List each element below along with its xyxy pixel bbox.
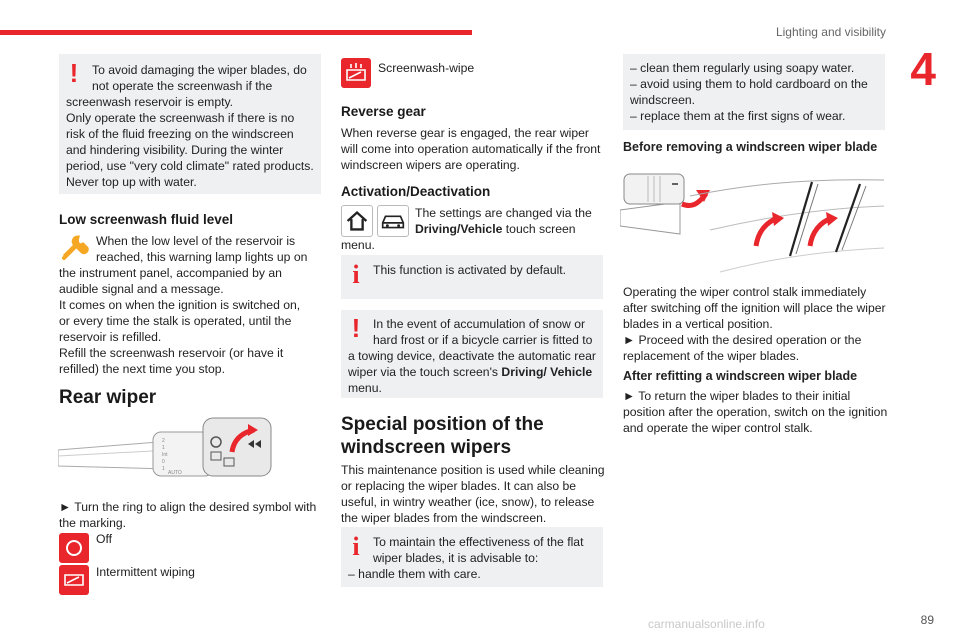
warning-line: period, use "very cold climate" rated products. (66, 159, 314, 173)
stalk-mark: 1 (162, 445, 165, 451)
watermark-text: carmanualsonline.info (648, 617, 765, 631)
heading-activation: Activation/Deactivation (341, 184, 491, 199)
touch-screen-menu-name: Driving/Vehicle (415, 222, 503, 236)
warning-line: risk of the fluid freezing on the windscreen (66, 127, 294, 141)
low-fluid-line: Refill the screenwash reservoir (or have it (59, 346, 284, 360)
after-line: position after the operation, switch on the ignition (623, 405, 888, 419)
snow-line (348, 364, 592, 380)
wiper-off-icon (59, 533, 89, 563)
before-line: ► Proceed with the desired operation or the (623, 333, 862, 347)
low-fluid-line: audible signal and a message. (59, 282, 224, 296)
low-fluid-line: refilled) the next time you stop. (59, 362, 225, 376)
default-info-text: This function is activated by default. (373, 263, 567, 277)
before-line: Operating the wiper control stalk immediately (623, 285, 867, 299)
stalk-mark: Int (162, 452, 168, 458)
warning-line: not operate the screenwash if the (92, 79, 273, 93)
warning-exclamation-icon: ! (351, 313, 361, 343)
intermittent-wipe-icon (59, 565, 89, 595)
low-fluid-line: reached, this warning lamp lights up on (96, 250, 308, 264)
heading-before-removing: Before removing a windscreen wiper blade (623, 140, 878, 154)
before-line: after switching off the ignition will place the wiper (623, 301, 886, 315)
snow-line-prefix: wiper via the touch screen's (348, 365, 502, 379)
off-label: Off (96, 532, 113, 546)
snow-line: In the event of accumulation of snow or (373, 317, 586, 331)
stalk-mark: 2 (162, 438, 165, 444)
low-fluid-line: the instrument panel, accompanied by an (59, 266, 282, 280)
turn-ring-line: the marking. (59, 516, 127, 530)
maintain-line: To maintain the effectiveness of the flat (373, 535, 584, 549)
warning-exclamation-icon: ! (69, 58, 79, 88)
after-line: ► To return the wiper blades to their initial (623, 389, 851, 403)
reverse-line: will come into operation automatically if the front (341, 142, 601, 156)
low-fluid-line: or every time the stalk is operated, until the (59, 314, 292, 328)
before-line: replacement of the wiper blades. (623, 349, 800, 363)
low-fluid-line: It comes on when the ignition is switched on, (59, 298, 301, 312)
info-icon: i (352, 532, 360, 561)
page-number: 89 (920, 613, 934, 627)
heading-special-position-1: Special position of the (341, 414, 544, 435)
chapter-number: 4 (910, 43, 936, 95)
heading-reverse-gear: Reverse gear (341, 104, 426, 119)
warning-line: screenwash reservoir is empty. (66, 95, 234, 109)
intermittent-label: Intermittent wiping (96, 565, 195, 579)
care-line: – replace them at the first signs of wear. (630, 109, 846, 123)
info-icon: i (352, 260, 360, 289)
warning-line: Never top up with water. (66, 175, 197, 189)
reverse-line: windscreen wipers are operating. (341, 158, 520, 172)
settings-tail: menu. (341, 238, 375, 252)
washer-fluid-warning-icon (60, 232, 90, 262)
turn-ring-line: ► Turn the ring to align the desired symbol with (59, 500, 317, 514)
heading-rear-wiper: Rear wiper (59, 387, 157, 408)
snow-tail: menu. (348, 381, 382, 395)
top-accent-bar (0, 30, 472, 35)
screenwash-wipe-label: Screenwash-wipe (378, 61, 475, 75)
settings-suffix: touch screen (502, 222, 576, 236)
heading-special-position-2: windscreen wipers (341, 437, 512, 458)
after-line: and operate the wiper control stalk. (623, 421, 813, 435)
rear-wiper-stalk-illustration (58, 412, 276, 490)
special-line: the wiper blades from the windscreen. (341, 511, 547, 525)
low-fluid-line: reservoir is refilled. (59, 330, 162, 344)
snow-line: a towing device, deactivate the automatic rear (348, 349, 596, 363)
special-line: This maintenance position is used while cleaning (341, 463, 605, 477)
before-line: blades in a vertical position. (623, 317, 773, 331)
care-line: – avoid using them to hold cardboard on the (630, 77, 868, 91)
reverse-line: When reverse gear is engaged, the rear wiper (341, 126, 589, 140)
heading-after-refitting: After refitting a windscreen wiper blade (623, 369, 858, 383)
windscreen-wipers-illustration (620, 164, 884, 276)
maintain-line: – handle them with care. (348, 567, 481, 581)
care-line: windscreen. (630, 93, 696, 107)
section-title: Lighting and visibility (775, 25, 886, 39)
maintain-line: wiper blades, it is advisable to: (373, 551, 539, 565)
special-line: or replacing the wiper blades. It can also be (341, 479, 577, 493)
home-icon (341, 205, 373, 237)
settings-line (415, 221, 576, 237)
stalk-mark: AUTO (168, 470, 182, 476)
settings-line: The settings are changed via the (415, 206, 592, 220)
stalk-mark: 0 (162, 459, 165, 465)
care-line: – clean them regularly using soapy water. (630, 61, 855, 75)
warning-line: To avoid damaging the wiper blades, do (92, 63, 307, 77)
touch-screen-menu-name: Driving/ Vehicle (501, 365, 593, 379)
heading-low-fluid: Low screenwash fluid level (59, 212, 234, 227)
special-line: useful, in wintry weather (ice, snow), to release (341, 495, 595, 509)
warning-line: Only operate the screenwash if there is no (66, 111, 295, 125)
snow-line: hard frost or if a bicycle carrier is fitted to (373, 333, 593, 347)
car-icon (377, 205, 409, 237)
screenwash-wipe-icon (341, 58, 371, 88)
low-fluid-line: When the low level of the reservoir is (96, 234, 296, 248)
warning-line: and hindering visibility. During the winter (66, 143, 284, 157)
stalk-mark: 1 (162, 466, 165, 472)
